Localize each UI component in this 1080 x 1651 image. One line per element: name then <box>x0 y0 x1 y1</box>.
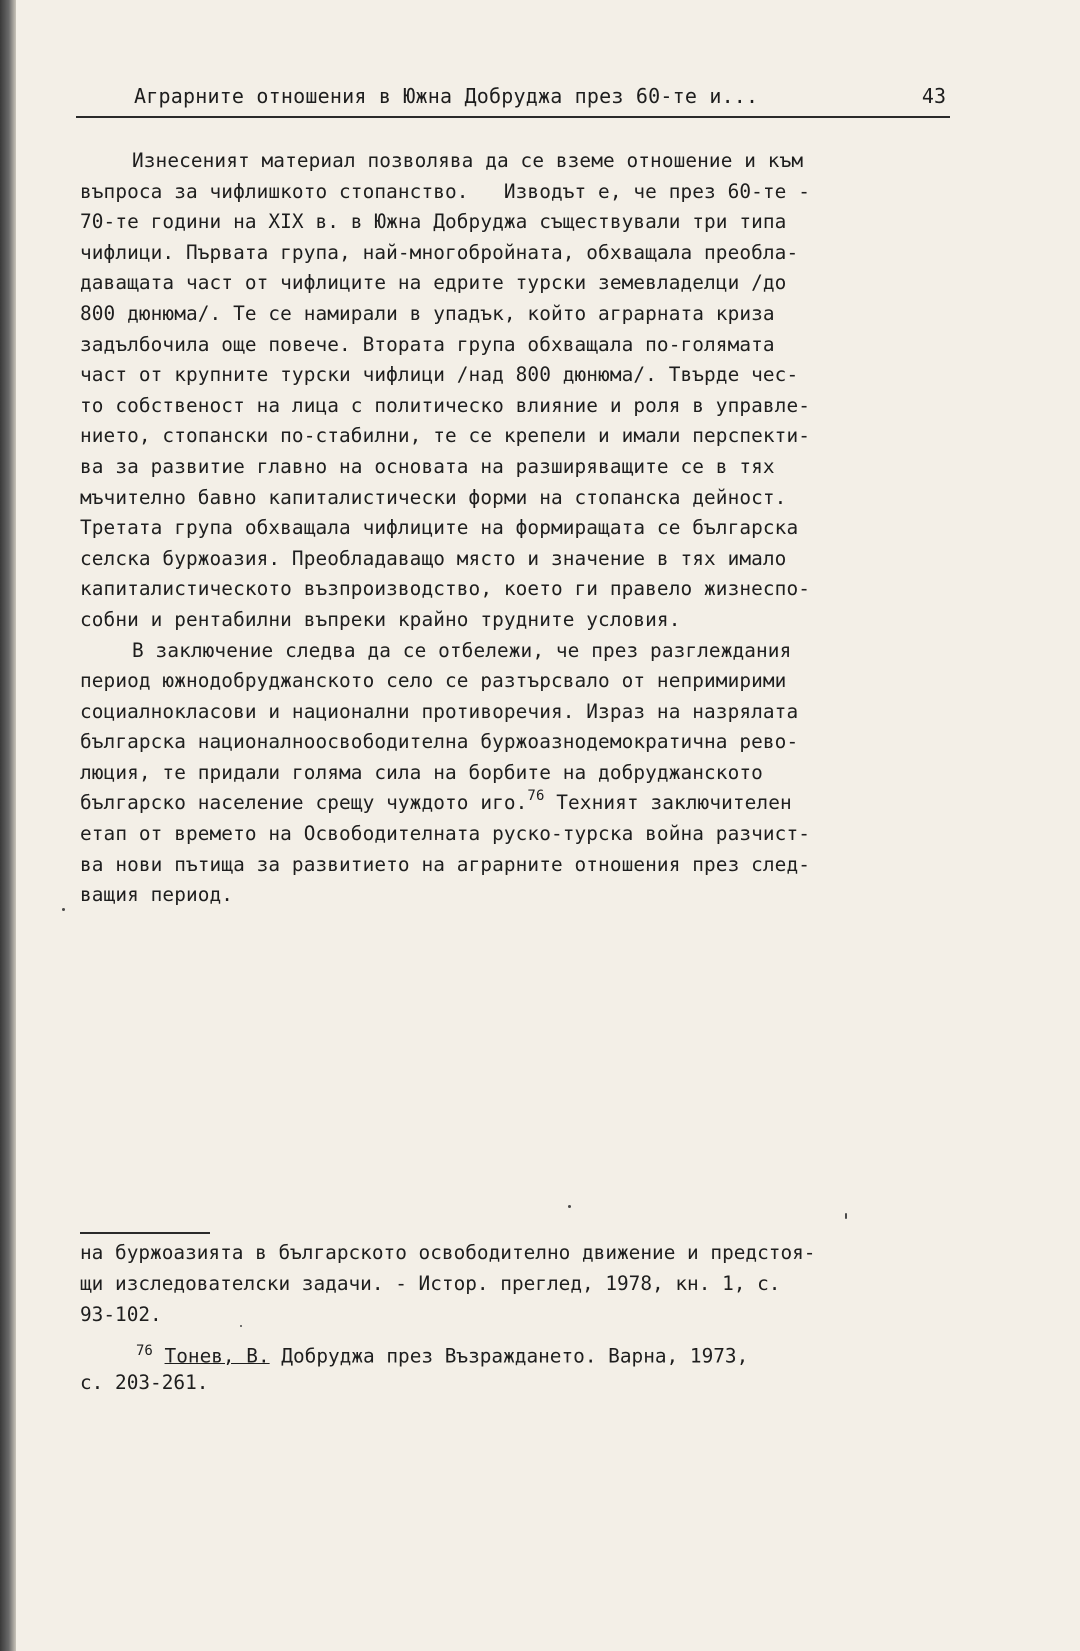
scan-speck <box>568 1205 571 1208</box>
text-line: мъчително бавно капиталистически форми на стопанска дейност. <box>80 485 787 509</box>
running-header <box>76 84 950 118</box>
text-line: даващата част от чифлиците на едрите турски земевладелци /до <box>80 271 787 295</box>
footnote-separator <box>80 1232 210 1234</box>
footnote-76 <box>80 1336 980 1367</box>
text-segment: Техният заключителен <box>544 791 792 815</box>
footnote-line: с. 203-261. <box>80 1371 209 1394</box>
footnote-reference[interactable]: 76 <box>527 788 545 805</box>
text-line: 70-те години на XIX в. в Южна Добруджа съществували три типа <box>80 210 787 234</box>
main-text <box>80 146 960 911</box>
text-segment: българско население срещу чуждото иго. <box>80 791 528 815</box>
text-line: въпроса за чифлишкото стопанство. Изводът е, че през 60-те - <box>80 179 810 203</box>
footnotes <box>80 1237 980 1398</box>
text-line: Изнесеният материал позволява да се вземе отношение и към <box>132 149 804 172</box>
text-line: ва нови пътища за развитието на аграрните отношения през след- <box>80 852 810 876</box>
text-line: селска буржоазия. Преобладаващо място и значение в тях имало <box>80 546 787 570</box>
text-line: 800 дюнюма/. Те се намирали в упадък, който аграрната криза <box>80 301 775 325</box>
text-line: част от крупните турски чифлици /над 800 дюнюма/. Твърде чес- <box>80 363 799 387</box>
text-line: В заключение следва да се отбележи, че през разглеждания <box>132 638 792 662</box>
text-line: чифлици. Първата група, най-многобройната, обхващала преобла- <box>80 240 799 264</box>
text-line-with-footnote <box>80 788 960 819</box>
scan-speck <box>62 908 65 911</box>
scan-speck <box>845 1213 847 1219</box>
text-line: етап от времето на Освободителната руско-турска война разчист- <box>80 822 810 846</box>
text-line: българска националноосвободителна буржоазнодемократична рево- <box>80 730 799 754</box>
text-line: социалнокласови и национални противоречия. Израз на назрялата <box>80 699 799 723</box>
footnote-text: Добруджа през Възраждането. Варна, 1973, <box>269 1344 749 1367</box>
footnote-line: на буржоазията в българското освободително движение и предстоя- <box>80 1241 816 1264</box>
book-binding-edge <box>0 0 16 1651</box>
text-line: нието, стопански по-стабилни, те се крепели и имали перспекти- <box>80 424 810 448</box>
text-line: то собственост на лица с политическо влияние и роля в управле- <box>80 393 810 417</box>
footnote-author: Тонев, В. <box>164 1344 270 1367</box>
text-line: собни и рентабилни въпреки крайно трудните условия. <box>80 607 681 631</box>
text-line: ващия период. <box>80 883 234 907</box>
footnote-line: щи изследователски задачи. - Истор. преглед, 1978, кн. 1, с. <box>80 1272 781 1295</box>
footnote-line: 93-102. <box>80 1303 162 1326</box>
text-line: капиталистическото възпроизводство, което ги правело жизнеспо- <box>80 577 810 601</box>
header-title: Аграрните отношения в Южна Добруджа през 60-те и... <box>134 84 759 108</box>
text-line: Третата група обхващала чифлиците на формиращата се българска <box>80 516 799 540</box>
text-line: люция, те придали голяма сила на борбите на добруджанското <box>80 760 763 784</box>
text-line: период южнодобруджанското село се разтърсвало от непримирими <box>80 669 787 693</box>
text-line: ва за развитие главно на основата на разширяващите се в тях <box>80 454 775 478</box>
footnote-marker: 76 <box>136 1343 153 1359</box>
scan-speck <box>240 1325 242 1327</box>
text-line: задълбочила още повече. Втората група обхващала по-голямата <box>80 332 775 356</box>
page-number: 43 <box>921 84 946 108</box>
